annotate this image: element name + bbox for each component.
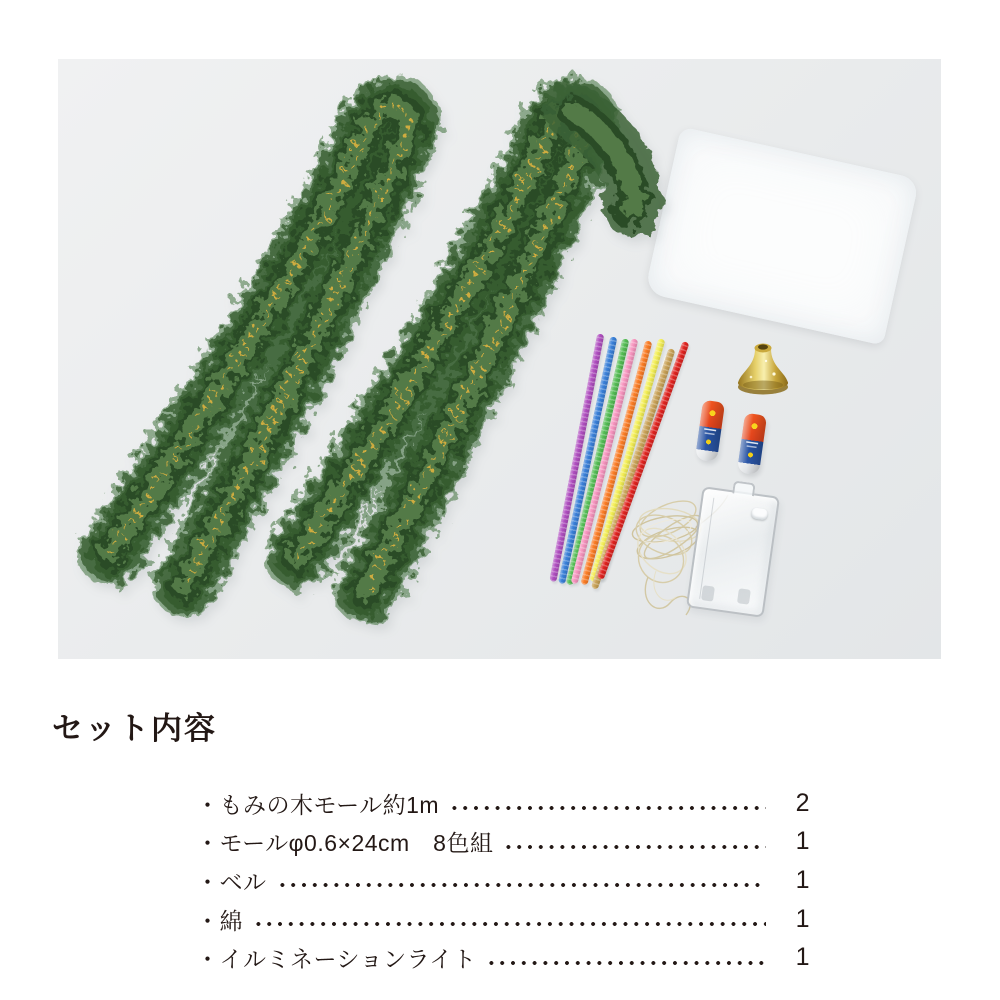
- list-bullet: ・: [196, 791, 220, 818]
- list-bullet: ・: [196, 868, 220, 895]
- section-heading: セット内容: [52, 711, 217, 746]
- list-bullet: ・: [196, 907, 220, 934]
- list-bullet: ・: [196, 830, 220, 857]
- dot-leader: [253, 922, 766, 926]
- item-name: ベル: [219, 868, 267, 895]
- battery-box-seam: [699, 498, 714, 599]
- photo-illustration: [58, 59, 941, 659]
- item-name: もみの木モール約1m: [219, 791, 440, 818]
- list-bullet: ・: [196, 946, 220, 973]
- item-name: 綿: [219, 907, 243, 934]
- list-item: [196, 900, 810, 939]
- item-quantity: 1: [795, 943, 810, 972]
- item-quantity: 2: [795, 788, 810, 817]
- battery-box-contact: [737, 588, 751, 605]
- item-quantity: 1: [795, 827, 810, 856]
- item-quantity: 1: [795, 865, 810, 894]
- dot-leader: [277, 883, 767, 887]
- dot-leader: [486, 961, 766, 965]
- list-item: [196, 861, 810, 900]
- kit-contents-photo: [58, 59, 941, 659]
- item-quantity: 1: [795, 904, 810, 933]
- list-item: [196, 938, 810, 977]
- item-name: モールφ0.6×24cm 8色組: [219, 830, 494, 857]
- battery-box-contact: [701, 585, 715, 602]
- list-item: [196, 784, 810, 823]
- battery-box-switch: [751, 507, 768, 520]
- dot-leader: [449, 806, 766, 810]
- contents-list: [196, 784, 810, 977]
- gold-bell: [738, 344, 788, 395]
- dot-leader: [503, 845, 766, 849]
- list-item: [196, 823, 810, 862]
- item-name: イルミネーションライト: [219, 946, 477, 973]
